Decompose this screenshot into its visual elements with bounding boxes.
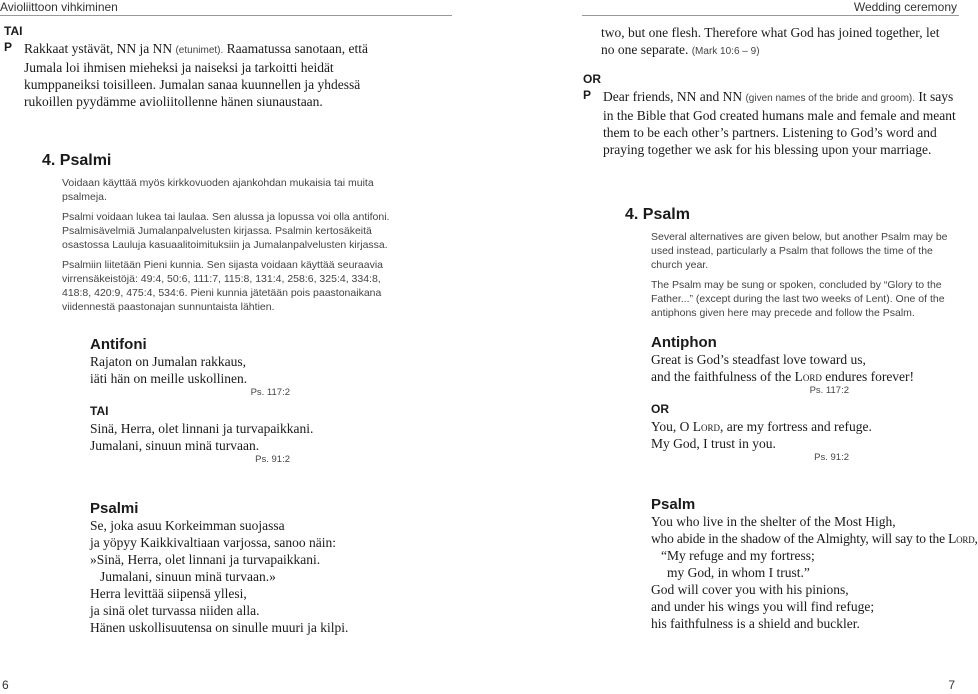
section-title-left: 4. Psalmi [42,152,112,169]
rubric-1-right: Several alternatives are given below, but another Psalm may be used instead, particularly a Psalm that follows the time of the church year. [651,231,948,271]
antiphon-title: Antiphon [651,334,717,351]
antifoni-2-ref: Ps. 91:2 [255,454,290,465]
psalm-title-right: Psalm [651,496,696,513]
or-label-2: OR [651,402,669,416]
antiphon-2-line-2: My God, I trust in you. [651,436,776,451]
page-number-left: 6 [2,678,9,692]
right-antiphon [651,334,915,463]
presider-text-en-2: It says in the Bible that God created humans male and female and meant them to be each other’s partners. Listening to God’s word and praying together we ask for his blessing upon your marriage. [603,89,956,157]
psalm-line-4: Jumalani, sinuun minä turvaan.» [100,569,276,584]
psalm-en-line-5: God will cover you with his pinions, [651,582,849,597]
antifoni-1-ref: Ps. 117:2 [250,387,290,398]
psalm-en-line-3: “My refuge and my fortress; [661,548,815,563]
presider-mark: P [4,40,13,54]
antiphon-1-line-2b: endures forever! [825,369,915,384]
antiphon-2-ref: Ps. 91:2 [814,452,849,463]
left-intro [4,24,400,110]
psalm-en-line-2 [651,530,978,547]
psalm-en-line-2a: who abide in the shadow of the Almighty, will say to the [651,531,945,546]
page-number-right: 7 [948,678,955,692]
psalm-line-6: ja sinä olet turvassa niiden alla. [90,603,260,618]
psalm-en-line-2b: , [974,531,978,546]
psalm-title-left: Psalmi [90,500,139,517]
antiphon-1-lord: Lord [794,369,822,384]
rubric-3-left: Psalmiin liitetään Pieni kunnia. Sen sijasta voidaan käyttää seuraavia virrensäkeistöjä: 49:4, 50:6, 111:7, 115:8, 131:4, 258:6, 325:4, 334:8, 418:8, 420:9, 475:4, 534:6. Pieni kunnia jätetään pois paastonaikana viidennestä paastonajan sunnuntaista lähtien. [62,259,384,313]
antiphon-2-line-1a: You, O [651,419,690,434]
rubric-1-left: Voidaan käyttää myös kirkkovuoden ajankohdan mukaisia tai muita psalmeja. [62,177,374,203]
section-title-right: 4. Psalm [625,206,690,223]
running-header-right: Wedding ceremony [853,0,957,14]
antifoni-2-line-1: Sinä, Herra, olet linnani ja turvapaikkani. [90,421,314,436]
continued-text: two, but one flesh. Therefore what God has joined together, let no one separate. [601,25,940,57]
psalm-en-line-4: my God, in whom I trust.” [667,565,810,580]
antiphon-2-lord: Lord [692,419,721,434]
left-section-4 [42,152,398,314]
presider-text-en-1: Dear friends, NN and NN [603,89,743,104]
rubric-2-right: The Psalm may be sung or spoken, concluded by “Glory to the Father...” (except during the last two weeks of Lent). One of the antiphons given here may precede and follow the Psalm. [651,279,945,319]
running-header-left: Avioliittoon vihkiminen [0,0,118,14]
continued-paragraph [583,24,956,60]
psalm-en-line-7: his faithfulness is a shield and buckler. [651,616,860,631]
presider-mark-en: P [583,88,592,102]
presider-text-2: Raamatussa sanotaan, että Jumala loi ihmisen mieheksi ja naiseksi ja tarkoitti heidät kumppaneiksi toisilleen. Jumalan sanaa kuunnellen ja yhdessä rukoillen pyydämme avioliitollenne hänen siunaustaan. [24,41,368,109]
psalm-line-7: Hänen uskollisuutensa on sinulle muuri ja kilpi. [90,620,349,635]
psalm-en-line-1: You who live in the shelter of the Most High, [651,514,896,529]
left-antifoni [90,336,314,465]
right-intro [583,24,956,158]
psalm-en-lord: Lord [948,531,975,546]
antifoni-2-line-2: Jumalani, sinuun minä turvaan. [90,438,260,453]
psalm-en-line-6: and under his wings you will find refuge; [651,599,875,614]
antiphon-2-line-1 [651,418,901,435]
header-rule-right [582,15,959,16]
left-psalm [90,500,390,636]
continued-ref: (Mark 10:6 – 9) [691,46,760,57]
presider-paragraph [4,40,400,110]
antiphon-1-ref: Ps. 117:2 [809,385,849,396]
psalm-line-2: ja yöpyy Kaikkivaltiaan varjossa, sanoo näin: [90,535,336,550]
presider-note-en: (given names of the bride and groom). [745,93,916,104]
psalm-line-3: »Sinä, Herra, olet linnani ja turvapaikkani. [90,552,321,567]
antiphon-1-line-2a: and the faithfulness of the [651,369,792,384]
presider-note: (etunimet). [175,45,224,56]
antiphon-1-line-2 [651,368,915,385]
antifoni-title: Antifoni [90,336,147,353]
right-psalm [651,496,978,632]
antifoni-1-line-1: Rajaton on Jumalan rakkaus, [90,354,246,369]
or-label: OR [583,72,601,86]
antifoni-1-line-2: iäti hän on meille uskollinen. [90,371,248,386]
psalm-line-1: Se, joka asuu Korkeimman suojassa [90,518,285,533]
rubric-2-left: Psalmi voidaan lukea tai laulaa. Sen alussa ja lopussa voi olla antifoni. Psalmisävelmiä Jumalanpalvelusten kirjassa. Psalmin kertosäkeitä osastossa Lauluja kasuaalitoimituksiin ja Jumalanpalvelusten kirjassa. [62,211,390,251]
antiphon-2-line-1b: , are my fortress and refuge. [720,419,872,434]
tai-label: TAI [4,24,23,38]
header-rule-left [0,15,452,16]
presider-text-1: Rakkaat ystävät, NN ja NN [24,41,173,56]
antiphon-1-line-1: Great is God’s steadfast love toward us, [651,352,866,367]
presider-paragraph-en [583,88,956,158]
tai-label-2: TAI [90,404,109,418]
psalm-line-5: Herra levittää siipensä yllesi, [90,586,247,601]
right-section-4 [625,206,957,320]
